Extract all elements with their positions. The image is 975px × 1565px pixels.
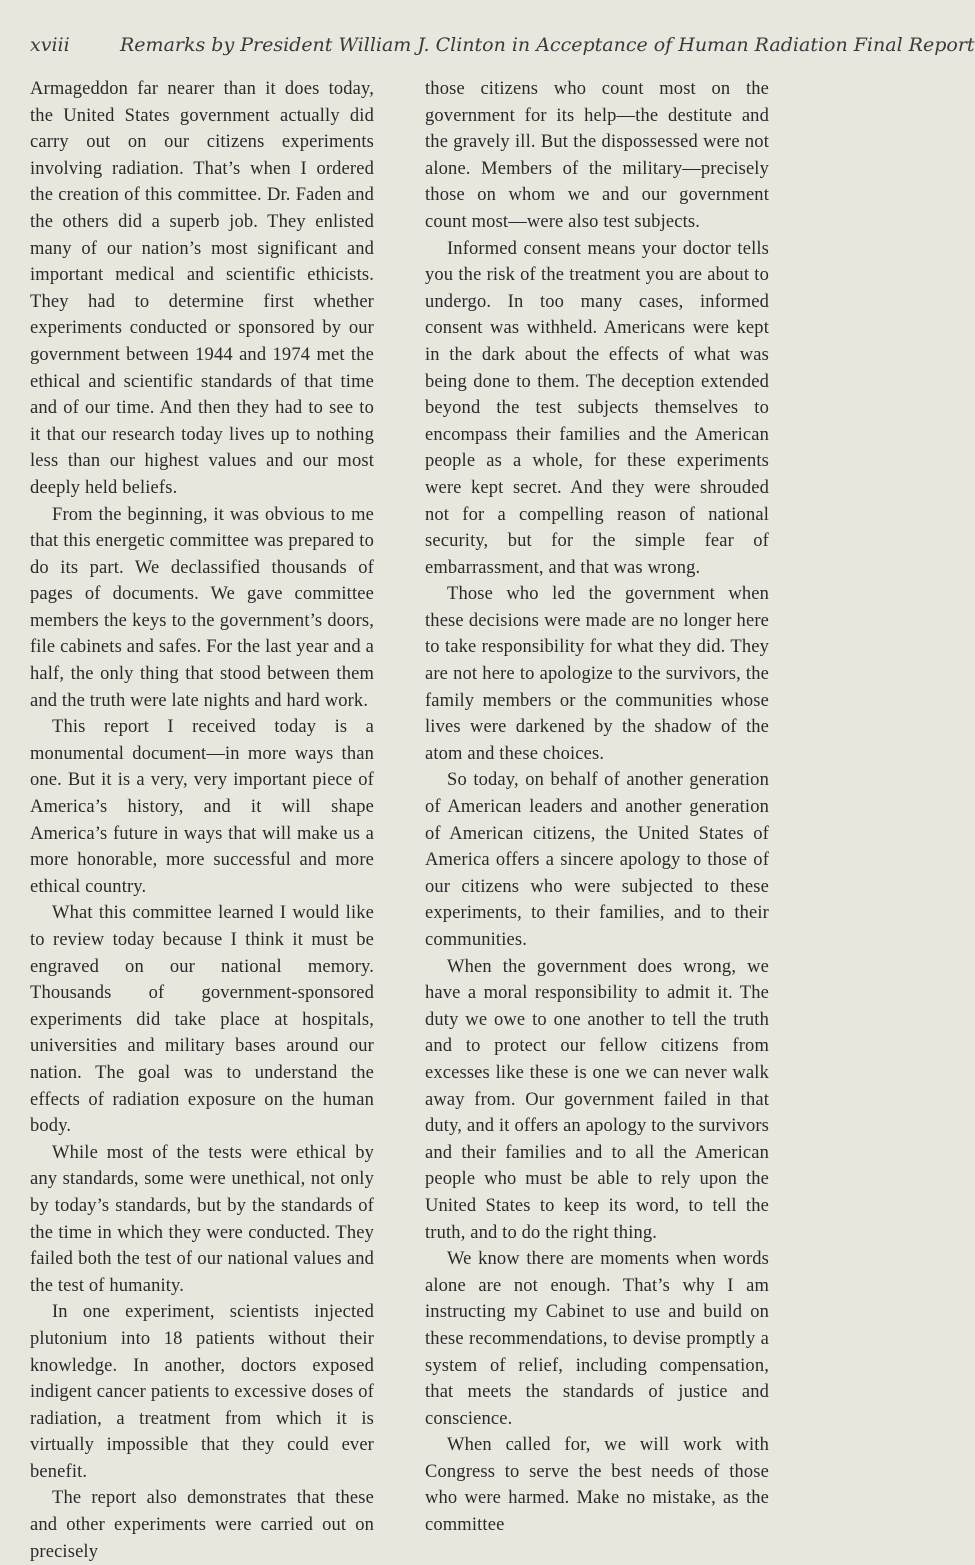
paragraph: Those who led the government when these decisions were made are no longer here to take responsibility for what they did. They are not here to apologize to the survivors, the family members or the communities whose lives were darkened by the shadow of the atom and these choices. [425,584,769,764]
paragraph: When called for, we will work with Congress to serve the best needs of those who were harmed. Make no mistake, as the committee [425,1435,769,1536]
paragraph: So today, on behalf of another generation of American leaders and another generation of American citizens, the United States of America offers a sincere apology to those of our citizens who were subjected to these experiments, to their families, and to their communities. [425,770,769,950]
running-head-title: Remarks by President William J. Clinton in Acceptance of Human Radiation Final Report [120,34,975,56]
paragraph: those citizens who count most on the government for its help—the destitute and the gravely ill. But the dispossessed were not alone. Members of the military—precisely those on whom we and our government count most—were also test subjects. [425,79,769,232]
paragraph: When the government does wrong, we have a moral responsibility to admit it. The duty we owe to one another to tell the truth and to protect our fellow citizens from excesses like these is one we can never walk away from. Our government failed in that duty, and it offers an apology to the survivors and their families and to all the American people who must be able to rely upon the United States to keep its word, to tell the truth, and to do the right thing. [425,956,769,1243]
right-column [425,76,769,1536]
paragraph: While most of the tests were ethical by any standards, some were unethical, not only by today’s standards, but by the standards of the time in which they were conducted. They failed both the test of our national values and the test of humanity. [30,1142,374,1296]
paragraph: The report also demonstrates that these and other experiments were carried out on precisely [30,1488,374,1562]
page-number: xviii [30,34,70,56]
paragraph: We know there are moments when words alone are not enough. That’s why I am instructing my Cabinet to use and build on these recommendations, to devise promptly a system of relief, including compensation, that meets the standards of justice and conscience. [425,1249,769,1429]
left-column [30,76,374,1562]
paragraph: Armageddon far nearer than it does today, the United States government actually did carry out on our citizens experiments involving radiation. That’s when I ordered the creation of this committee. Dr. Faden and the others did a superb job. They enlisted many of our nation’s most significant and important medical and scientific ethicists. They had to determine first whether experiments conducted or sponsored by our government between 1944 and 1974 met the ethical and scientific standards of that time and of our time. And then they had to see to it that our research today lives up to nothing less than our highest values and our most deeply held beliefs. [30,79,374,498]
paragraph: What this committee learned I would like to review today because I think it must be engraved on our national memory. Thousands of government-sponsored experiments did take place at hospitals, universities and military bases around our nation. The goal was to understand the effects of radiation exposure on the human body. [30,903,374,1137]
paragraph: In one experiment, scientists injected plutonium into 18 patients without their knowledge. In another, doctors exposed indigent cancer patients to excessive doses of radiation, a treatment from which it is virtually impossible that they could ever benefit. [30,1302,374,1482]
paragraph: This report I received today is a monumental document—in more ways than one. But it is a very, very important piece of America’s history, and it will shape America’s future in ways that will make us a more honorable, more successful and more ethical country. [30,717,374,897]
paragraph: From the beginning, it was obvious to me that this energetic committee was prepared to do its part. We declassified thousands of pages of documents. We gave committee members the keys to the government’s doors, file cabinets and safes. For the last year and a half, the only thing that stood between them and the truth were late nights and hard work. [30,504,374,711]
running-head [0,30,975,60]
paragraph: Informed consent means your doctor tells you the risk of the treatment you are about to undergo. In too many cases, informed consent was withheld. Americans were kept in the dark about the effects of what was being done to them. The deception extended beyond the test subjects themselves to encompass their families and the American people as a whole, for these experiments were kept secret. And they were shrouded not for a compelling reason of national security, but for the simple fear of embarrassment, and that was wrong. [425,238,769,578]
